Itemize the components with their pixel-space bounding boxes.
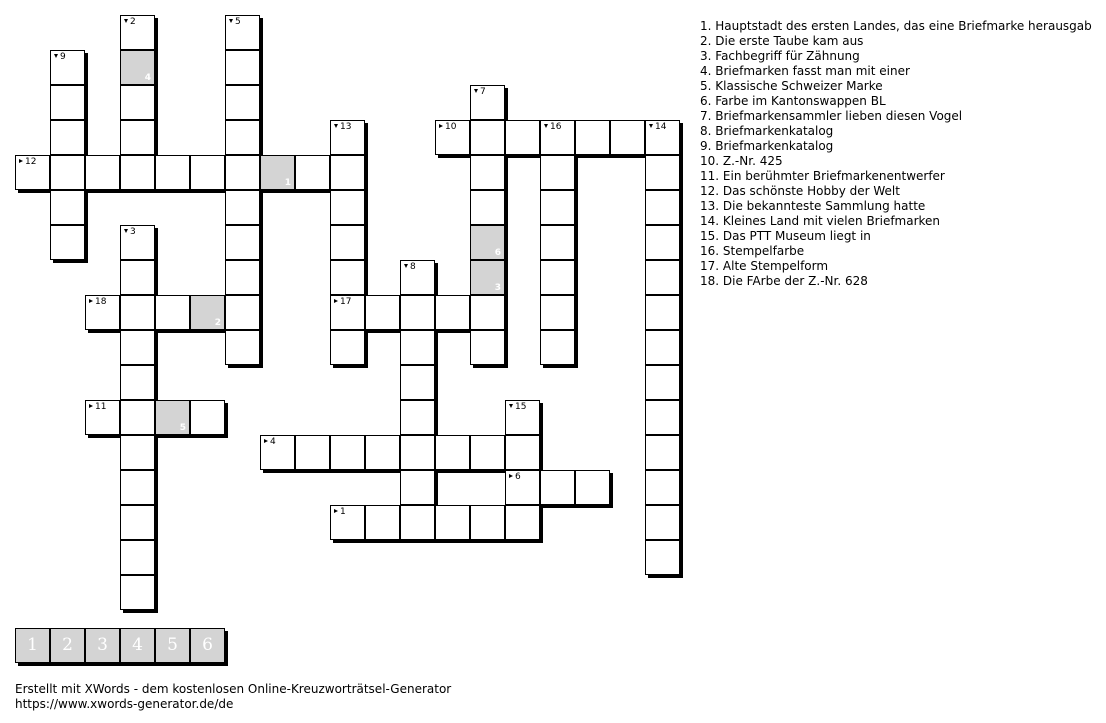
clue-item: 17. Alte Stempelform (700, 259, 829, 273)
arrow-down-icon (509, 404, 513, 408)
crossword-cell[interactable] (645, 435, 680, 470)
clue-number (544, 122, 561, 132)
crossword-cell[interactable] (505, 470, 540, 505)
crossword-cell[interactable] (330, 435, 365, 470)
clue-number-text: 4 (270, 437, 276, 447)
crossword-cell[interactable] (295, 435, 330, 470)
crossword-cell[interactable] (260, 155, 295, 190)
clue-number (89, 297, 106, 307)
solution-index: 4 (144, 73, 151, 83)
crossword-cell[interactable] (400, 505, 435, 540)
solution-index: 1 (284, 178, 291, 188)
solution-box[interactable]: 6 (190, 628, 225, 663)
crossword-cell[interactable] (540, 260, 575, 295)
crossword-cell[interactable] (225, 85, 260, 120)
clue-number-text: 14 (655, 122, 667, 132)
solution-index: 6 (494, 248, 501, 258)
clue-item: 11. Ein berühmter Briefmarkenentwerfer (700, 169, 945, 183)
crossword-cell[interactable] (120, 225, 155, 260)
crossword-cell[interactable] (330, 330, 365, 365)
crossword-cell[interactable] (400, 435, 435, 470)
crossword-cell[interactable] (190, 295, 225, 330)
crossword-cell[interactable] (50, 50, 85, 85)
clue-item: 15. Das PTT Museum liegt in (700, 229, 871, 243)
arrow-right-icon (19, 159, 23, 163)
crossword-cell[interactable] (120, 15, 155, 50)
crossword-cell[interactable] (225, 225, 260, 260)
clue-item: 3. Fachbegriff für Zähnung (700, 49, 860, 63)
clue-number-text: 12 (25, 157, 37, 167)
clue-number-text: 3 (130, 227, 136, 237)
crossword-cell[interactable] (225, 155, 260, 190)
footer-credit: Erstellt mit XWords - dem kostenlosen Online-Kreuzworträtsel-Generator (15, 682, 452, 696)
crossword-cell[interactable] (505, 505, 540, 540)
crossword-cell[interactable] (225, 295, 260, 330)
crossword-cell[interactable] (400, 330, 435, 365)
crossword-cell[interactable] (645, 330, 680, 365)
crossword-cell[interactable] (225, 330, 260, 365)
crossword-cell[interactable] (645, 540, 680, 575)
clue-number (509, 402, 526, 412)
crossword-cell[interactable] (435, 505, 470, 540)
crossword-cell[interactable] (120, 85, 155, 120)
clue-number (264, 437, 276, 447)
arrow-right-icon (89, 299, 93, 303)
crossword-cell[interactable] (645, 400, 680, 435)
crossword-cell[interactable] (330, 295, 365, 330)
arrow-down-icon (124, 19, 128, 23)
arrow-right-icon (89, 404, 93, 408)
clue-number-text: 11 (95, 402, 107, 412)
arrow-down-icon (649, 124, 653, 128)
crossword-cell[interactable] (400, 260, 435, 295)
crossword-cell[interactable] (15, 155, 50, 190)
crossword-cell[interactable] (295, 155, 330, 190)
crossword-cell[interactable] (50, 190, 85, 225)
arrow-down-icon (54, 54, 58, 58)
footer (15, 682, 451, 712)
crossword-cell[interactable] (330, 155, 365, 190)
clue-number (19, 157, 36, 167)
clue-item: 13. Die bekannteste Sammlung hatte (700, 199, 926, 213)
crossword-cell[interactable] (225, 50, 260, 85)
clue-number (334, 507, 346, 517)
clue-number (54, 52, 66, 62)
solution-box[interactable]: 5 (155, 628, 190, 663)
clue-number (334, 297, 351, 307)
crossword-cell[interactable] (540, 330, 575, 365)
crossword-cell[interactable] (400, 295, 435, 330)
crossword-cell[interactable] (155, 400, 190, 435)
clue-number-text: 15 (515, 402, 527, 412)
crossword-cell[interactable] (400, 400, 435, 435)
crossword-cell[interactable] (505, 435, 540, 470)
clue-item: 1. Hauptstadt des ersten Landes, das eine Briefmarke herausgab (700, 19, 1092, 33)
crossword-cell[interactable] (120, 260, 155, 295)
clue-item: 4. Briefmarken fasst man mit einer (700, 64, 910, 78)
crossword-cell[interactable] (120, 400, 155, 435)
clue-item: 6. Farbe im Kantonswappen BL (700, 94, 886, 108)
footer-url[interactable]: https://www.xwords-generator.de/de (15, 697, 234, 711)
crossword-cell[interactable] (540, 225, 575, 260)
crossword-cell[interactable] (470, 85, 505, 120)
clue-number-text: 17 (340, 297, 352, 307)
crossword-cell[interactable] (505, 120, 540, 155)
clue-item: 10. Z.-Nr. 425 (700, 154, 783, 168)
clue-number-text: 2 (130, 17, 136, 27)
crossword-cell[interactable] (120, 120, 155, 155)
arrow-right-icon (334, 299, 338, 303)
arrow-right-icon (439, 124, 443, 128)
crossword-cell[interactable] (645, 120, 680, 155)
clue-item: 5. Klassische Schweizer Marke (700, 79, 883, 93)
crossword-cell[interactable] (575, 120, 610, 155)
solution-index: 3 (494, 283, 501, 293)
clue-number (509, 472, 521, 482)
clue-number (334, 122, 351, 132)
crossword-cell[interactable] (645, 295, 680, 330)
clue-number (124, 227, 136, 237)
crossword-cell[interactable] (470, 120, 505, 155)
crossword-cell[interactable] (330, 260, 365, 295)
clue-number-text: 10 (445, 122, 457, 132)
clue-number (124, 17, 136, 27)
crossword-cell[interactable] (225, 120, 260, 155)
crossword-cell[interactable] (540, 155, 575, 190)
clue-number (439, 122, 456, 132)
crossword-cell[interactable] (365, 295, 400, 330)
crossword-cell[interactable] (120, 330, 155, 365)
crossword-cell[interactable] (225, 15, 260, 50)
crossword-cell[interactable] (435, 435, 470, 470)
crossword-cell[interactable] (120, 540, 155, 575)
solution-index: 5 (179, 423, 186, 433)
clue-number-text: 7 (480, 87, 486, 97)
crossword-cell[interactable] (155, 295, 190, 330)
crossword-cell[interactable] (610, 120, 645, 155)
crossword-cell[interactable] (225, 190, 260, 225)
crossword-cell[interactable] (330, 505, 365, 540)
arrow-right-icon (264, 439, 268, 443)
crossword-cell[interactable] (470, 330, 505, 365)
crossword-cell[interactable] (190, 155, 225, 190)
crossword-cell[interactable] (50, 120, 85, 155)
crossword-cell[interactable] (470, 505, 505, 540)
arrow-down-icon (544, 124, 548, 128)
clue-number-text: 8 (410, 262, 416, 272)
crossword-cell[interactable] (225, 260, 260, 295)
crossword-cell[interactable] (645, 155, 680, 190)
clue-number-text: 9 (60, 52, 66, 62)
crossword-cell[interactable] (85, 295, 120, 330)
crossword-cell[interactable] (120, 295, 155, 330)
solution-index: 2 (214, 318, 221, 328)
crossword-cell[interactable] (645, 470, 680, 505)
crossword-cell[interactable] (645, 365, 680, 400)
crossword-cell[interactable] (470, 435, 505, 470)
clue-number-text: 1 (340, 507, 346, 517)
crossword-cell[interactable] (540, 470, 575, 505)
solution-box[interactable]: 2 (50, 628, 85, 663)
crossword-cell[interactable] (120, 505, 155, 540)
clue-number (229, 17, 241, 27)
crossword-cell[interactable] (85, 400, 120, 435)
crossword-cell[interactable] (470, 155, 505, 190)
solution-word-boxes (15, 628, 227, 663)
clue-number (474, 87, 486, 97)
crossword-cell[interactable] (435, 120, 470, 155)
crossword-cell[interactable] (645, 505, 680, 540)
clue-item: 18. Die FArbe der Z.-Nr. 628 (700, 274, 868, 288)
clue-item: 14. Kleines Land mit vielen Briefmarken (700, 214, 941, 228)
clue-item: 9. Briefmarkenkatalog (700, 139, 834, 153)
clue-item: 7. Briefmarkensammler lieben diesen Vogel (700, 109, 963, 123)
solution-box[interactable]: 3 (85, 628, 120, 663)
solution-box[interactable]: 1 (15, 628, 50, 663)
crossword-cell[interactable] (400, 365, 435, 400)
crossword-cell[interactable] (120, 50, 155, 85)
clue-number (404, 262, 416, 272)
arrow-down-icon (124, 229, 128, 233)
crossword-cell[interactable] (120, 575, 155, 610)
clue-item: 8. Briefmarkenkatalog (700, 124, 834, 138)
crossword-cell[interactable] (330, 225, 365, 260)
crossword-cell[interactable] (470, 190, 505, 225)
clue-number (89, 402, 106, 412)
arrow-right-icon (334, 509, 338, 513)
crossword-cell[interactable] (470, 260, 505, 295)
clue-number-text: 18 (95, 297, 107, 307)
arrow-down-icon (474, 89, 478, 93)
crossword-cell[interactable] (505, 400, 540, 435)
crossword-cell[interactable] (435, 295, 470, 330)
crossword-cell[interactable] (120, 470, 155, 505)
crossword-cell[interactable] (155, 155, 190, 190)
clue-item: 2. Die erste Taube kam aus (700, 34, 864, 48)
arrow-down-icon (334, 124, 338, 128)
crossword-cell[interactable] (645, 190, 680, 225)
clue-number (649, 122, 666, 132)
clue-item: 12. Das schönste Hobby der Welt (700, 184, 900, 198)
clue-number-text: 5 (235, 17, 241, 27)
crossword-cell[interactable] (645, 225, 680, 260)
crossword-cell[interactable] (50, 85, 85, 120)
clue-number-text: 13 (340, 122, 352, 132)
crossword-cell[interactable] (50, 155, 85, 190)
arrow-right-icon (509, 474, 513, 478)
crossword-cell[interactable] (120, 365, 155, 400)
crossword-cell[interactable] (575, 470, 610, 505)
crossword-cell[interactable] (260, 435, 295, 470)
clue-number-text: 6 (515, 472, 521, 482)
clue-number-text: 16 (550, 122, 562, 132)
crossword-cell[interactable] (85, 155, 120, 190)
arrow-down-icon (404, 264, 408, 268)
crossword-cell[interactable] (470, 295, 505, 330)
crossword-cell[interactable] (540, 120, 575, 155)
arrow-down-icon (229, 19, 233, 23)
crossword-cell[interactable] (120, 435, 155, 470)
crossword-cell[interactable] (120, 155, 155, 190)
crossword-cell[interactable] (330, 190, 365, 225)
clue-item: 16. Stempelfarbe (700, 244, 805, 258)
crossword-cell[interactable] (330, 120, 365, 155)
crossword-cell[interactable] (400, 470, 435, 505)
crossword-cell[interactable] (470, 225, 505, 260)
crossword-cell[interactable] (365, 435, 400, 470)
crossword-cell[interactable] (540, 190, 575, 225)
crossword-cell[interactable] (540, 295, 575, 330)
crossword-cell[interactable] (50, 225, 85, 260)
crossword-cell[interactable] (645, 260, 680, 295)
crossword-cell[interactable] (190, 400, 225, 435)
crossword-cell[interactable] (365, 505, 400, 540)
clue-list (700, 19, 1106, 289)
solution-box[interactable]: 4 (120, 628, 155, 663)
